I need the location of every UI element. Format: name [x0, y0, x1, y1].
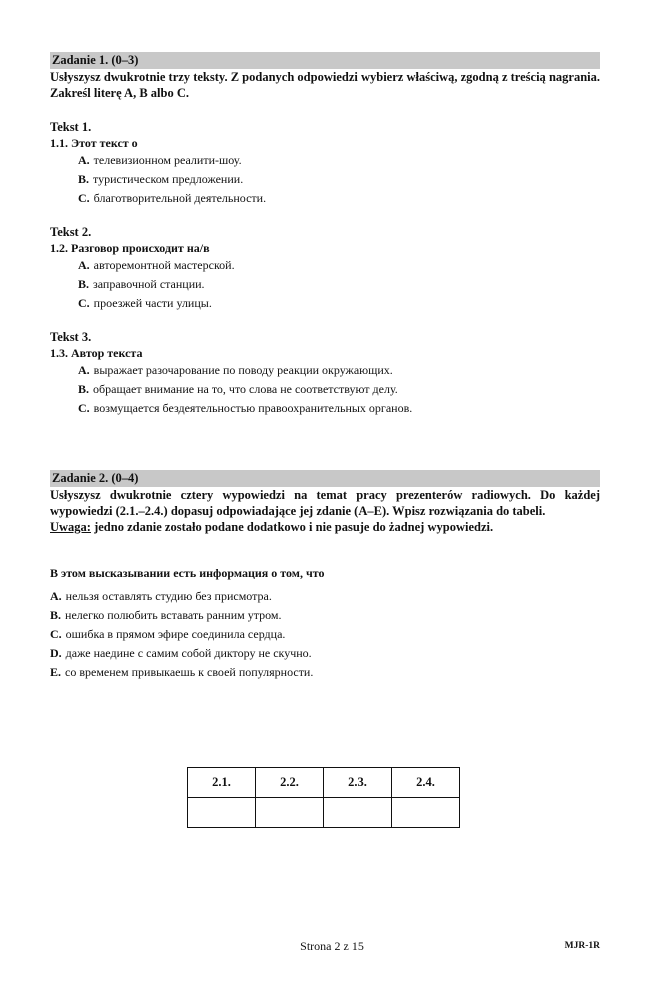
task2-lead: В этом высказывании есть информация о том, что — [50, 566, 325, 580]
exam-code: MJR-1R — [564, 941, 600, 951]
option-a[interactable]: A. авторемонтной мастерской. — [78, 258, 235, 272]
option-b[interactable]: B. заправочной станции. — [78, 277, 205, 291]
answer-cell-2-3[interactable] — [324, 798, 392, 828]
option-a[interactable]: A. выражает разочарование по поводу реакции окружающих. — [78, 363, 393, 377]
option-c[interactable]: C. проезжей части улицы. — [78, 296, 212, 310]
option-b: B. нелегко полюбить вставать ранним утром. — [50, 608, 282, 622]
answer-table — [187, 767, 460, 828]
text-label: Tekst 1. — [50, 120, 92, 134]
option-c[interactable]: C. возмущается бездеятельностью правоохранительных органов. — [78, 401, 413, 415]
answer-header-2-3: 2.3. — [324, 768, 392, 798]
answer-cell-2-1[interactable] — [188, 798, 256, 828]
question: 1.3. Автор текста — [50, 346, 143, 360]
question: 1.2. Разговор происходит на/в — [50, 241, 210, 255]
text-label: Tekst 3. — [50, 330, 92, 344]
text-block-2 — [50, 224, 600, 313]
option-c: C. ошибка в прямом эфире соединила сердца. — [50, 627, 286, 641]
task2-section — [50, 470, 600, 682]
answer-cell-2-4[interactable] — [392, 798, 460, 828]
option-b[interactable]: B. обращает внимание на то, что слова не соответствуют делу. — [78, 382, 398, 396]
task2-instruction: Usłyszysz dwukrotnie cztery wypowiedzi na temat pracy prezenterów radiowych. Do każdej wypowiedzi (2.1.–2.4.) dopasuj odpowiadające jej zdanie (A–E). Wpisz rozwiązania do tabeli. Uwaga: jedno zdanie zostało podane dodatkowo i nie pasuje do żadnej wypowiedzi. — [50, 488, 600, 534]
task2-header: Zadanie 2. (0–4) — [50, 470, 600, 487]
option-c[interactable]: C. благотворительной деятельности. — [78, 191, 267, 205]
note-label: Uwaga: — [50, 520, 91, 534]
task1-instruction: Usłyszysz dwukrotnie trzy teksty. Z podanych odpowiedzi wybierz właściwą, zgodną z treścią nagrania. Zakreśl literę A, B albo C. — [50, 70, 600, 100]
page-content — [50, 52, 600, 682]
text-label: Tekst 2. — [50, 225, 92, 239]
option-b[interactable]: B. туристическом предложении. — [78, 172, 244, 186]
page-number: Strona 2 z 15 — [300, 939, 364, 953]
task1-header: Zadanie 1. (0–3) — [50, 52, 600, 69]
option-d: D. даже наедине с самим собой диктору не скучно. — [50, 646, 312, 660]
answer-header-2-1: 2.1. — [188, 768, 256, 798]
answer-header-2-4: 2.4. — [392, 768, 460, 798]
option-a: A. нельзя оставлять студию без присмотра. — [50, 589, 272, 603]
option-a[interactable]: A. телевизионном реалити-шоу. — [78, 153, 242, 167]
option-e: E. со временем привыкаешь к своей популярности. — [50, 665, 314, 679]
text-block-1 — [50, 119, 600, 208]
answer-cell-2-2[interactable] — [256, 798, 324, 828]
question: 1.1. Этот текст о — [50, 136, 138, 150]
text-block-3 — [50, 329, 600, 418]
answer-header-2-2: 2.2. — [256, 768, 324, 798]
